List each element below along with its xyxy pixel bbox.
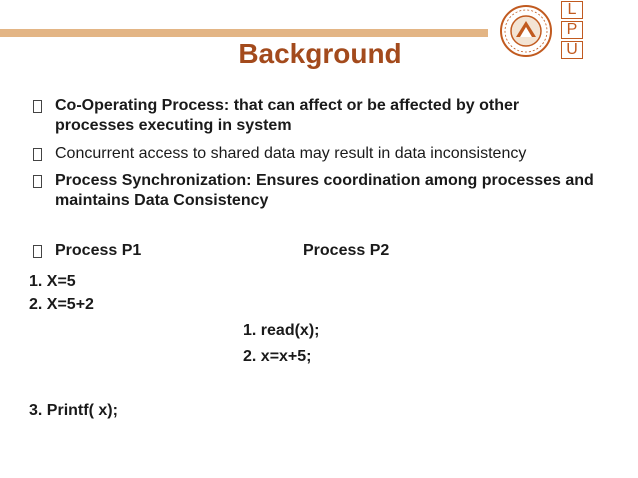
- bullet-box-icon: [33, 100, 42, 113]
- bullet-text: Co-Operating Process: that can affect or be affected by other processes executing in system: [55, 97, 520, 134]
- code-line-p1-1: 1. X=5: [29, 273, 76, 290]
- bullet-cooperating-process: [33, 96, 595, 136]
- logo-letter-u: U: [561, 41, 583, 59]
- code-line-p2-1: 1. read(x);: [243, 322, 320, 339]
- header-band: [0, 29, 488, 37]
- bullet-concurrent-access: [33, 144, 595, 164]
- bullet-box-icon: [33, 148, 42, 161]
- logo-letter-p: P: [561, 21, 583, 39]
- bullet-box-icon: [33, 245, 42, 258]
- code-line-p1-3: 3. Printf( x);: [29, 402, 118, 419]
- logo-letter-l: L: [561, 1, 583, 19]
- bullet-text: Concurrent access to shared data may result in data inconsistency: [55, 145, 527, 162]
- bullet-box-icon: [33, 175, 42, 188]
- code-line-p1-2: 2. X=5+2: [29, 296, 94, 313]
- bullet-process-synchronization: [33, 171, 595, 211]
- bullet-text: Process P1: [55, 242, 142, 259]
- process-p2-label: Process P2: [303, 242, 390, 259]
- bullet-text: Process Synchronization: Ensures coordination among processes and maintains Data Consistency: [55, 172, 594, 209]
- slide-title: Background: [238, 38, 402, 69]
- code-line-p2-2: 2. x=x+5;: [243, 348, 312, 365]
